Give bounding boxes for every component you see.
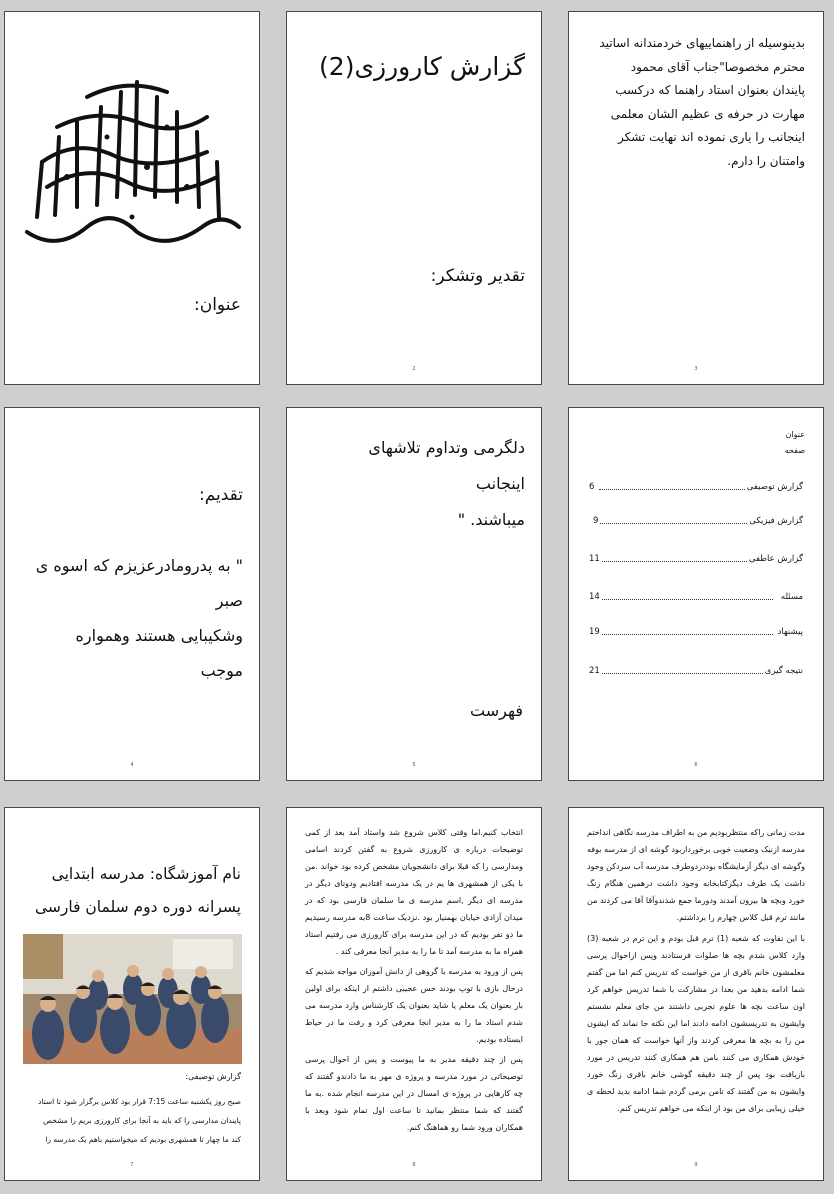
basmala-calligraphy — [17, 67, 247, 257]
report-paragraph: مدت زمانی راکه منتظربودیم من به اطراف مدرسه نگاهی انداختم مدرسه ازنیک وضعیت خوبی برخورداربود گوشه ای از مدرسه بوفه وگوشه ای دیگر آزمایشگاه بوددردوطرف مدرسه آب سردکن وجود داشت یک طرف دیگرکتابخانه وجود داشت درهمین هنگام زنگ خورد وبچه ها بیرون آمدند ودورما جمع شدندوآقا آقا می کردند من مانند ترم قبل کلاس چهارم را برداشتم. — [587, 828, 805, 922]
report-paragraph: انتخاب کنیم.اما وقتی کلاس شروع شد واستاد آمد بعد از کمی توضیحات درباره ی کارورزی شروع به گفتن کردند اسامی ومدارسی را که قبلا برای دانشجویان مشخص کرده بود خواند .من با یکی از همشهری ها یم در یک مدرسه افتادیم ودوتای دیگر در مدرسه ای دیگر ,اسم مدرسه ی ما سلمان فارسی بود که در میدان آزادی خیابان بهمنیار بود .نزدیک ساعت 8به مدرسه رسیدیم ما دو نفر بودیم که در این مدرسه برای کارورزی می رفتیم استاد همراه ما به مدرسه آمد تا ما را به مدیر آنجا معرفی کند . — [305, 828, 524, 956]
page-8 — [286, 807, 542, 1181]
toc-entry-title: مسئله — [780, 592, 803, 602]
toc-entry-title: گزارش فیزیکی — [749, 516, 803, 526]
thanks-line: اینجانب را یاری نموده اند نهایت تشکر — [617, 130, 805, 144]
report-body — [587, 824, 805, 1117]
dedication-line: " به پدرومادرعزیزم که اسوه ی — [35, 556, 243, 575]
toc-entry-page: 6 — [589, 482, 595, 492]
page-number: 8 — [412, 1162, 416, 1168]
page-2 — [286, 11, 542, 385]
contents-heading: فهرست — [470, 701, 523, 720]
toc-entry-title: پیشنهاد — [777, 627, 803, 637]
thanks-line: بدینوسیله از راهنماییهای خردمندانه اساتید — [599, 36, 805, 50]
dedication-line: اینجانب — [475, 474, 525, 493]
report-paragraph: پس از چند دقیقه مدیر به ما پیوست و پس از احوال پرسی توضیحاتی در مورد مدرسه و پروژه ی مهر به ما دادندو گفتند که چه کارهایی در پروژه ی امسال در این مدرسه انجام شده .به ما گفتند که شما منتظر بمانید تا ساعت اول تمام شود وبعد با همکاران ورود شما رو هماهنگ کنم. — [305, 1055, 523, 1132]
page-number: 2 — [412, 366, 416, 372]
page-1 — [4, 11, 260, 385]
page-6 — [568, 407, 824, 781]
toc-entry[interactable] — [589, 627, 803, 639]
toc-entry-page: 21 — [589, 666, 600, 676]
toc-entry-page: 9 — [593, 516, 599, 526]
classroom-photo-art — [23, 934, 242, 1064]
thanks-line: پایندان بعنوان استاد راهنما که درکسب — [615, 83, 805, 97]
classroom-photo — [23, 934, 242, 1064]
thanks-line: محترم مخصوصا"جناب آقای محمود — [630, 59, 805, 74]
page-number: 3 — [694, 366, 698, 372]
page-9 — [568, 807, 824, 1181]
page-number: 7 — [130, 1162, 134, 1168]
thanks-heading: تقدیر وتشکر: — [430, 266, 525, 286]
toc-col-title: عنوان — [785, 430, 805, 439]
toc-entry[interactable] — [589, 482, 803, 494]
report-line: کند ما چهار تا همشهری بودیم که میخواستیم باهم یک مدرسه را — [45, 1135, 241, 1144]
basmala-calligraphy-art — [17, 67, 247, 257]
dedication-line: میباشند. " — [457, 510, 525, 529]
title-label: عنوان: — [194, 295, 241, 315]
dedication-body — [15, 548, 243, 688]
dedication-line: دلگرمی وتداوم تلاشهای — [368, 438, 525, 457]
toc-entry-page: 14 — [589, 592, 600, 602]
page-5 — [286, 407, 542, 781]
thanks-paragraph — [583, 32, 805, 173]
report-paragraph: با این تفاوت که شعبه (1) ترم قبل بودم و این ترم در شعبه (3) وارد کلاس شدم بچه ها صلوات فرستادند وپس ازاحوال پرسی معلمشون خانم باقری از من خواست که تدریس کنم اما من گفتم شما ادامه بدهید من بعدا در مشارکت با شما تدریس خواهم کرد اون ساعت بچه ها علوم تجربی داشتند من جای معلم نشستم وایشون به تدریسشون ادامه دادند اما این نکته جا نماند که ایشون من را به بچه ها معرفی کردند واز آنها خواست که همان جور با خودش همکاری می کنند بامن هم همکاری کنند تدریس در مورد بازیافت بود پس از چند دقیقه گوشی خانم باقری زنگ خورد وایشون به من گفتند که تامن برمی گردم شما ادامه بدید لحظه ی خیلی زیبایی برای من بود از اینکه می خواهم تدریس کنم. — [587, 934, 805, 1113]
toc-entry-page: 11 — [589, 554, 600, 564]
thanks-line: مهارت در حرفه ی عظیم الشان معلمی — [610, 106, 805, 121]
page-number: 6 — [694, 762, 698, 768]
school-line: پسرانه دوره دوم سلمان فارسی — [34, 898, 241, 916]
toc-entry-page: 19 — [589, 627, 600, 637]
school-line: نام آموزشگاه: مدرسه ابتدایی — [51, 865, 241, 883]
descriptive-report-caption: گزارش توصیفی: — [185, 1072, 241, 1081]
page-4 — [4, 407, 260, 781]
dedication-continued — [297, 430, 525, 538]
page-3 — [568, 11, 824, 385]
toc-entry[interactable] — [589, 592, 803, 604]
dedication-line: صبر — [215, 591, 243, 610]
toc-entry[interactable] — [589, 554, 803, 566]
page-7 — [4, 807, 260, 1181]
page-number: 5 — [412, 762, 416, 768]
dedication-line: موجب — [200, 661, 243, 680]
toc-col-page: صفحه — [784, 446, 805, 455]
page-number: 4 — [130, 762, 134, 768]
report-line: صبح روز یکشنبه ساعت 7:15 قرار بود کلاس برگزار شود تا استاد — [38, 1097, 241, 1106]
toc-entry-title: نتیجه گیری — [764, 666, 803, 676]
dedication-heading: تقدیم: — [198, 485, 243, 505]
school-name — [15, 858, 241, 924]
report-line: پایندان مدارسی را که باید به آنجا برای کارورزی بریم را مشخص — [43, 1116, 241, 1125]
toc-entry-title: گزارش توصیفی — [746, 482, 803, 492]
report-body — [305, 824, 523, 1136]
toc-entry[interactable] — [589, 516, 803, 528]
report-paragraph: پس از ورود به مدرسه با گروهی از دانش آموزان مواجه شدیم که درحال بازی با توپ بودند حس عجیبی داشتم از اینکه برای اولین بار بعنوان یک معلم یا شاید بعنوان یک کارشناس وارد مدرسه می شدم استاد ما را به مدیر انجا معرفی کرد و رفت ما در حیاط ایستاده بودیم. — [305, 967, 523, 1044]
page-number: 9 — [694, 1162, 698, 1168]
toc-entry[interactable] — [589, 666, 803, 678]
report-title: گزارش کارورزی(2) — [319, 52, 525, 81]
toc-entry-title: گزارش عاطفی — [748, 554, 803, 564]
thanks-line: وامتنان را دارم. — [727, 153, 805, 168]
descriptive-report-body — [23, 1092, 241, 1149]
dedication-line: وشکیبایی هستند وهمواره — [75, 626, 243, 645]
